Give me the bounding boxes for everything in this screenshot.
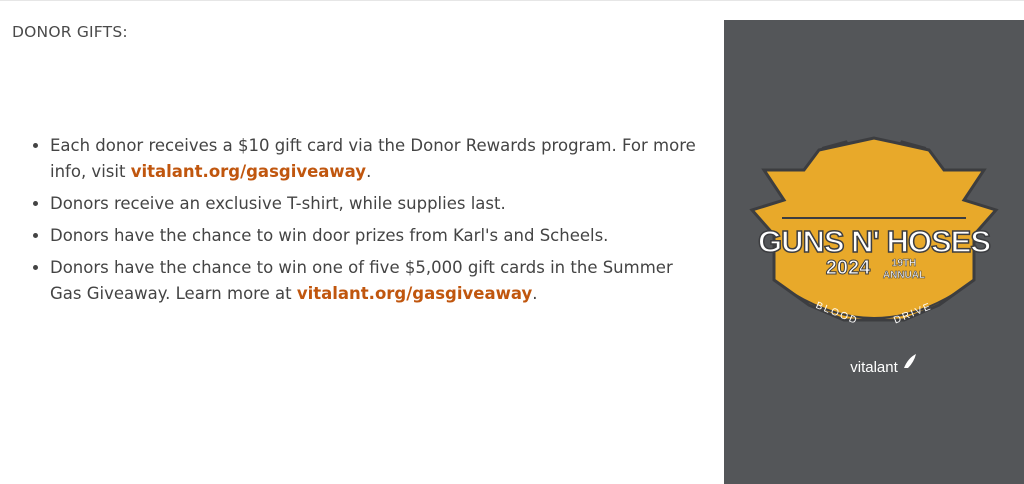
- vitalant-logo: vitalant: [850, 359, 898, 376]
- badge-year: 2024: [825, 257, 871, 279]
- top-divider: [0, 0, 1024, 1]
- badge-title: GUNS N' HOSES: [757, 224, 991, 259]
- gift-text-end: .: [532, 284, 538, 303]
- vitalant-leaf-icon: [904, 354, 916, 368]
- list-item: [50, 133, 700, 185]
- donor-gifts-list: [30, 133, 700, 313]
- section-heading: DONOR GIFTS:: [12, 23, 128, 41]
- promo-image-panel: [724, 20, 1024, 484]
- badge-edition-line1: 19TH: [891, 258, 917, 269]
- badge-arc-left: BLOOD: [814, 300, 860, 328]
- gasgiveaway-link[interactable]: vitalant.org/gasgiveaway: [130, 162, 367, 181]
- gift-text: Each donor receives a $10 gift card via the Donor Rewards program. For more info, visit: [50, 136, 696, 181]
- badge-arc-right: DRIVE: [892, 300, 934, 327]
- gift-text: Donors have the chance to win one of five $5,000 gift cards in the Summer Gas Giveaway. Learn more at: [50, 258, 673, 303]
- gift-text-end: .: [366, 162, 372, 181]
- gift-text: Donors have the chance to win door prizes from Karl's and Scheels.: [50, 226, 609, 245]
- badge-edition-line2: ANNUAL: [882, 270, 926, 281]
- list-item: [50, 191, 700, 217]
- list-item: [50, 255, 700, 307]
- gift-text: Donors receive an exclusive T-shirt, while supplies last.: [50, 194, 506, 213]
- guns-n-hoses-badge: [724, 20, 1024, 484]
- list-item: [50, 223, 700, 249]
- gasgiveaway-link[interactable]: vitalant.org/gasgiveaway: [296, 284, 533, 303]
